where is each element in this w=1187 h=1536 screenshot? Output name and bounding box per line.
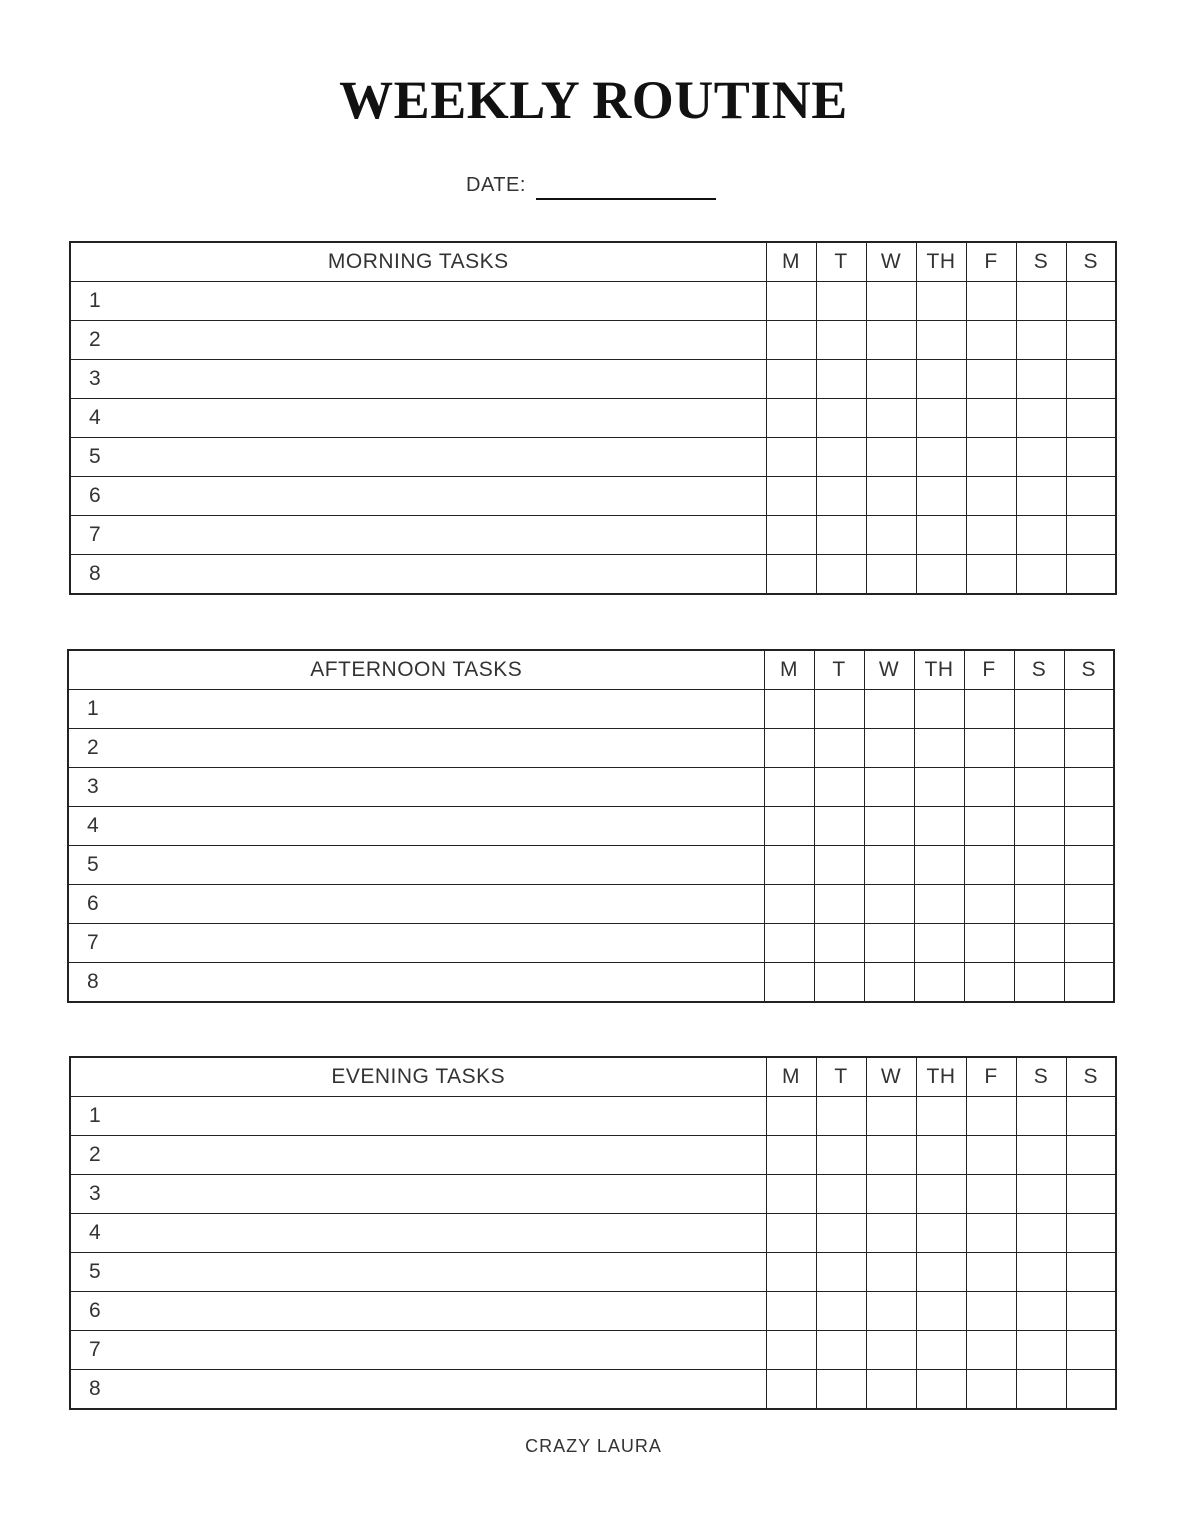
table-row <box>70 555 1116 595</box>
day-checkbox-cell[interactable] <box>764 963 814 1003</box>
day-checkbox-cell[interactable] <box>816 1292 866 1331</box>
day-checkbox-cell[interactable] <box>1064 846 1114 885</box>
day-checkbox-cell[interactable] <box>966 1253 1016 1292</box>
day-header: T <box>814 650 864 690</box>
table-row <box>70 1097 1116 1136</box>
day-checkbox-cell[interactable] <box>966 438 1016 477</box>
day-checkbox-cell[interactable] <box>764 885 814 924</box>
day-checkbox-cell[interactable] <box>1016 1175 1066 1214</box>
day-checkbox-cell[interactable] <box>964 924 1014 963</box>
day-checkbox-cell[interactable] <box>866 555 916 595</box>
day-checkbox-cell[interactable] <box>816 1175 866 1214</box>
table-row <box>68 768 1114 807</box>
table-row <box>68 924 1114 963</box>
day-checkbox-cell[interactable] <box>766 1370 816 1410</box>
day-checkbox-cell[interactable] <box>1016 1136 1066 1175</box>
day-checkbox-cell[interactable] <box>816 1214 866 1253</box>
day-checkbox-cell[interactable] <box>916 321 966 360</box>
day-checkbox-cell[interactable] <box>916 1292 966 1331</box>
day-checkbox-cell[interactable] <box>864 768 914 807</box>
task-number[interactable]: 5 <box>68 846 764 885</box>
day-checkbox-cell[interactable] <box>866 282 916 321</box>
table-row <box>70 1253 1116 1292</box>
section-heading: AFTERNOON TASKS <box>68 650 764 690</box>
day-checkbox-cell[interactable] <box>916 1253 966 1292</box>
day-header: T <box>816 1057 866 1097</box>
day-checkbox-cell[interactable] <box>966 321 1016 360</box>
day-header: M <box>764 650 814 690</box>
day-checkbox-cell[interactable] <box>766 1214 816 1253</box>
section-heading: MORNING TASKS <box>70 242 766 282</box>
table-row <box>68 846 1114 885</box>
day-header: S <box>1066 242 1116 282</box>
day-checkbox-cell[interactable] <box>1014 768 1064 807</box>
task-number[interactable]: 6 <box>68 885 764 924</box>
day-checkbox-cell[interactable] <box>914 690 964 729</box>
day-checkbox-cell[interactable] <box>914 768 964 807</box>
task-number[interactable]: 7 <box>70 1331 766 1370</box>
day-checkbox-cell[interactable] <box>766 477 816 516</box>
day-checkbox-cell[interactable] <box>864 924 914 963</box>
day-checkbox-cell[interactable] <box>1014 846 1064 885</box>
day-checkbox-cell[interactable] <box>1066 1292 1116 1331</box>
day-checkbox-cell[interactable] <box>1016 360 1066 399</box>
day-checkbox-cell[interactable] <box>866 1214 916 1253</box>
day-header: M <box>766 1057 816 1097</box>
day-header: S <box>1016 1057 1066 1097</box>
day-checkbox-cell[interactable] <box>816 360 866 399</box>
day-checkbox-cell[interactable] <box>916 1097 966 1136</box>
day-checkbox-cell[interactable] <box>814 729 864 768</box>
day-checkbox-cell[interactable] <box>866 516 916 555</box>
date-label: DATE: <box>466 173 526 196</box>
day-checkbox-cell[interactable] <box>1016 1214 1066 1253</box>
day-header: TH <box>914 650 964 690</box>
day-checkbox-cell[interactable] <box>916 1331 966 1370</box>
table-row <box>70 1331 1116 1370</box>
table-row <box>70 282 1116 321</box>
task-number[interactable]: 6 <box>70 1292 766 1331</box>
day-checkbox-cell[interactable] <box>966 1292 1016 1331</box>
day-checkbox-cell[interactable] <box>766 399 816 438</box>
day-checkbox-cell[interactable] <box>1014 807 1064 846</box>
day-checkbox-cell[interactable] <box>816 1097 866 1136</box>
day-checkbox-cell[interactable] <box>816 477 866 516</box>
day-checkbox-cell[interactable] <box>1066 1175 1116 1214</box>
day-checkbox-cell[interactable] <box>966 1175 1016 1214</box>
day-checkbox-cell[interactable] <box>916 360 966 399</box>
page-title: WEEKLY ROUTINE <box>339 70 848 130</box>
day-checkbox-cell[interactable] <box>1016 399 1066 438</box>
day-checkbox-cell[interactable] <box>766 282 816 321</box>
day-checkbox-cell[interactable] <box>1066 360 1116 399</box>
day-checkbox-cell[interactable] <box>864 807 914 846</box>
day-checkbox-cell[interactable] <box>764 768 814 807</box>
day-checkbox-cell[interactable] <box>766 321 816 360</box>
task-number[interactable]: 8 <box>70 555 766 595</box>
day-checkbox-cell[interactable] <box>816 438 866 477</box>
day-checkbox-cell[interactable] <box>1016 1331 1066 1370</box>
day-checkbox-cell[interactable] <box>1066 1370 1116 1410</box>
day-checkbox-cell[interactable] <box>1066 1136 1116 1175</box>
day-checkbox-cell[interactable] <box>866 1370 916 1410</box>
task-number[interactable]: 3 <box>70 1175 766 1214</box>
day-checkbox-cell[interactable] <box>866 1292 916 1331</box>
day-checkbox-cell[interactable] <box>966 282 1016 321</box>
day-checkbox-cell[interactable] <box>1016 1097 1066 1136</box>
table-row <box>70 477 1116 516</box>
day-checkbox-cell[interactable] <box>1066 555 1116 595</box>
day-checkbox-cell[interactable] <box>1066 1253 1116 1292</box>
day-checkbox-cell[interactable] <box>766 438 816 477</box>
day-checkbox-cell[interactable] <box>1064 963 1114 1003</box>
day-checkbox-cell[interactable] <box>1066 438 1116 477</box>
day-header: W <box>866 242 916 282</box>
task-number[interactable]: 5 <box>70 1253 766 1292</box>
table-row <box>68 963 1114 1003</box>
task-number[interactable]: 1 <box>70 1097 766 1136</box>
day-checkbox-cell[interactable] <box>914 885 964 924</box>
table-row <box>70 516 1116 555</box>
day-checkbox-cell[interactable] <box>1066 399 1116 438</box>
table-row <box>70 399 1116 438</box>
day-checkbox-cell[interactable] <box>814 963 864 1003</box>
day-checkbox-cell[interactable] <box>866 1253 916 1292</box>
day-checkbox-cell[interactable] <box>964 846 1014 885</box>
table-row <box>70 321 1116 360</box>
task-number[interactable]: 4 <box>68 807 764 846</box>
section-heading: EVENING TASKS <box>70 1057 766 1097</box>
table-row <box>70 1292 1116 1331</box>
day-checkbox-cell[interactable] <box>1016 555 1066 595</box>
task-number[interactable]: 8 <box>68 963 764 1003</box>
day-header: TH <box>916 1057 966 1097</box>
day-checkbox-cell[interactable] <box>866 360 916 399</box>
day-checkbox-cell[interactable] <box>766 1331 816 1370</box>
day-checkbox-cell[interactable] <box>1014 924 1064 963</box>
table-row <box>70 360 1116 399</box>
day-checkbox-cell[interactable] <box>964 807 1014 846</box>
day-checkbox-cell[interactable] <box>814 690 864 729</box>
day-checkbox-cell[interactable] <box>916 282 966 321</box>
day-checkbox-cell[interactable] <box>1064 885 1114 924</box>
date-field <box>466 170 716 200</box>
task-number[interactable]: 7 <box>70 516 766 555</box>
day-checkbox-cell[interactable] <box>1064 768 1114 807</box>
task-number[interactable]: 4 <box>70 399 766 438</box>
day-checkbox-cell[interactable] <box>764 924 814 963</box>
table-row <box>70 1214 1116 1253</box>
day-checkbox-cell[interactable] <box>914 846 964 885</box>
day-checkbox-cell[interactable] <box>764 846 814 885</box>
day-checkbox-cell[interactable] <box>1016 516 1066 555</box>
footer-brand: CRAZY LAURA <box>525 1436 662 1456</box>
day-checkbox-cell[interactable] <box>1066 1214 1116 1253</box>
table-header-row <box>68 650 1114 690</box>
day-checkbox-cell[interactable] <box>1066 516 1116 555</box>
day-checkbox-cell[interactable] <box>814 846 864 885</box>
table-header-row <box>70 242 1116 282</box>
day-header: S <box>1016 242 1066 282</box>
day-checkbox-cell[interactable] <box>816 1136 866 1175</box>
day-checkbox-cell[interactable] <box>964 963 1014 1003</box>
day-checkbox-cell[interactable] <box>766 1136 816 1175</box>
day-checkbox-cell[interactable] <box>966 555 1016 595</box>
day-checkbox-cell[interactable] <box>914 807 964 846</box>
table-row <box>70 1136 1116 1175</box>
day-checkbox-cell[interactable] <box>816 555 866 595</box>
day-header: F <box>966 242 1016 282</box>
task-number[interactable]: 3 <box>70 360 766 399</box>
day-checkbox-cell[interactable] <box>816 282 866 321</box>
day-checkbox-cell[interactable] <box>916 1175 966 1214</box>
day-checkbox-cell[interactable] <box>966 1331 1016 1370</box>
day-checkbox-cell[interactable] <box>916 399 966 438</box>
day-checkbox-cell[interactable] <box>1064 807 1114 846</box>
day-checkbox-cell[interactable] <box>866 1175 916 1214</box>
day-checkbox-cell[interactable] <box>966 477 1016 516</box>
day-checkbox-cell[interactable] <box>866 477 916 516</box>
day-checkbox-cell[interactable] <box>866 1097 916 1136</box>
day-checkbox-cell[interactable] <box>816 321 866 360</box>
day-header: S <box>1014 650 1064 690</box>
day-checkbox-cell[interactable] <box>766 1175 816 1214</box>
day-checkbox-cell[interactable] <box>916 1370 966 1410</box>
task-number[interactable]: 4 <box>70 1214 766 1253</box>
day-checkbox-cell[interactable] <box>1016 321 1066 360</box>
day-checkbox-cell[interactable] <box>1066 1331 1116 1370</box>
day-checkbox-cell[interactable] <box>766 1292 816 1331</box>
task-number[interactable]: 8 <box>70 1370 766 1410</box>
day-checkbox-cell[interactable] <box>1066 1097 1116 1136</box>
day-checkbox-cell[interactable] <box>966 399 1016 438</box>
task-number[interactable]: 3 <box>68 768 764 807</box>
day-header: W <box>864 650 914 690</box>
day-checkbox-cell[interactable] <box>866 1136 916 1175</box>
day-checkbox-cell[interactable] <box>1066 477 1116 516</box>
day-header: TH <box>916 242 966 282</box>
day-checkbox-cell[interactable] <box>1016 438 1066 477</box>
day-checkbox-cell[interactable] <box>814 768 864 807</box>
date-input-line[interactable] <box>536 178 716 200</box>
task-number[interactable]: 2 <box>68 729 764 768</box>
afternoon-tasks-table <box>67 649 1115 1003</box>
day-checkbox-cell[interactable] <box>964 885 1014 924</box>
day-checkbox-cell[interactable] <box>764 690 814 729</box>
task-number[interactable]: 1 <box>68 690 764 729</box>
day-checkbox-cell[interactable] <box>966 1097 1016 1136</box>
day-checkbox-cell[interactable] <box>966 1370 1016 1410</box>
task-number[interactable]: 5 <box>70 438 766 477</box>
table-header-row <box>70 1057 1116 1097</box>
table-row <box>68 729 1114 768</box>
day-checkbox-cell[interactable] <box>1016 282 1066 321</box>
morning-tasks-table <box>69 241 1117 595</box>
day-header: S <box>1064 650 1114 690</box>
day-checkbox-cell[interactable] <box>864 885 914 924</box>
day-checkbox-cell[interactable] <box>914 924 964 963</box>
day-checkbox-cell[interactable] <box>1016 1292 1066 1331</box>
day-checkbox-cell[interactable] <box>966 1136 1016 1175</box>
day-checkbox-cell[interactable] <box>1016 1370 1066 1410</box>
day-checkbox-cell[interactable] <box>1014 963 1064 1003</box>
day-checkbox-cell[interactable] <box>816 1253 866 1292</box>
day-checkbox-cell[interactable] <box>1014 885 1064 924</box>
day-checkbox-cell[interactable] <box>864 846 914 885</box>
task-number[interactable]: 2 <box>70 1136 766 1175</box>
day-checkbox-cell[interactable] <box>766 1253 816 1292</box>
day-checkbox-cell[interactable] <box>964 768 1014 807</box>
day-checkbox-cell[interactable] <box>964 690 1014 729</box>
day-checkbox-cell[interactable] <box>964 729 1014 768</box>
day-checkbox-cell[interactable] <box>1066 282 1116 321</box>
day-checkbox-cell[interactable] <box>816 399 866 438</box>
table-row <box>70 1370 1116 1410</box>
day-checkbox-cell[interactable] <box>814 924 864 963</box>
day-checkbox-cell[interactable] <box>866 1331 916 1370</box>
day-checkbox-cell[interactable] <box>866 321 916 360</box>
day-checkbox-cell[interactable] <box>1064 729 1114 768</box>
day-checkbox-cell[interactable] <box>916 438 966 477</box>
table-row <box>68 807 1114 846</box>
day-header: F <box>966 1057 1016 1097</box>
day-header: M <box>766 242 816 282</box>
day-checkbox-cell[interactable] <box>1016 477 1066 516</box>
day-checkbox-cell[interactable] <box>916 555 966 595</box>
day-checkbox-cell[interactable] <box>966 516 1016 555</box>
day-checkbox-cell[interactable] <box>916 1136 966 1175</box>
task-number[interactable]: 7 <box>68 924 764 963</box>
day-checkbox-cell[interactable] <box>816 516 866 555</box>
day-checkbox-cell[interactable] <box>864 690 914 729</box>
day-checkbox-cell[interactable] <box>764 729 814 768</box>
day-checkbox-cell[interactable] <box>766 1097 816 1136</box>
day-checkbox-cell[interactable] <box>916 477 966 516</box>
day-header: W <box>866 1057 916 1097</box>
day-checkbox-cell[interactable] <box>866 399 916 438</box>
day-checkbox-cell[interactable] <box>866 438 916 477</box>
day-checkbox-cell[interactable] <box>764 807 814 846</box>
day-checkbox-cell[interactable] <box>1014 690 1064 729</box>
task-number[interactable]: 6 <box>70 477 766 516</box>
table-row <box>70 1175 1116 1214</box>
day-checkbox-cell[interactable] <box>766 516 816 555</box>
day-checkbox-cell[interactable] <box>766 555 816 595</box>
day-checkbox-cell[interactable] <box>914 963 964 1003</box>
task-number[interactable]: 2 <box>70 321 766 360</box>
day-checkbox-cell[interactable] <box>1014 729 1064 768</box>
day-checkbox-cell[interactable] <box>816 1331 866 1370</box>
day-checkbox-cell[interactable] <box>1016 1253 1066 1292</box>
day-header: S <box>1066 1057 1116 1097</box>
day-checkbox-cell[interactable] <box>814 807 864 846</box>
day-checkbox-cell[interactable] <box>814 885 864 924</box>
day-checkbox-cell[interactable] <box>1066 321 1116 360</box>
day-checkbox-cell[interactable] <box>916 1214 966 1253</box>
day-checkbox-cell[interactable] <box>1064 690 1114 729</box>
day-checkbox-cell[interactable] <box>916 516 966 555</box>
day-header: T <box>816 242 866 282</box>
day-checkbox-cell[interactable] <box>816 1370 866 1410</box>
task-number[interactable]: 1 <box>70 282 766 321</box>
day-checkbox-cell[interactable] <box>864 963 914 1003</box>
evening-tasks-table <box>69 1056 1117 1410</box>
day-checkbox-cell[interactable] <box>766 360 816 399</box>
table-row <box>68 690 1114 729</box>
day-header: F <box>964 650 1014 690</box>
day-checkbox-cell[interactable] <box>864 729 914 768</box>
day-checkbox-cell[interactable] <box>966 1214 1016 1253</box>
table-row <box>68 885 1114 924</box>
table-row <box>70 438 1116 477</box>
day-checkbox-cell[interactable] <box>1064 924 1114 963</box>
day-checkbox-cell[interactable] <box>914 729 964 768</box>
day-checkbox-cell[interactable] <box>966 360 1016 399</box>
